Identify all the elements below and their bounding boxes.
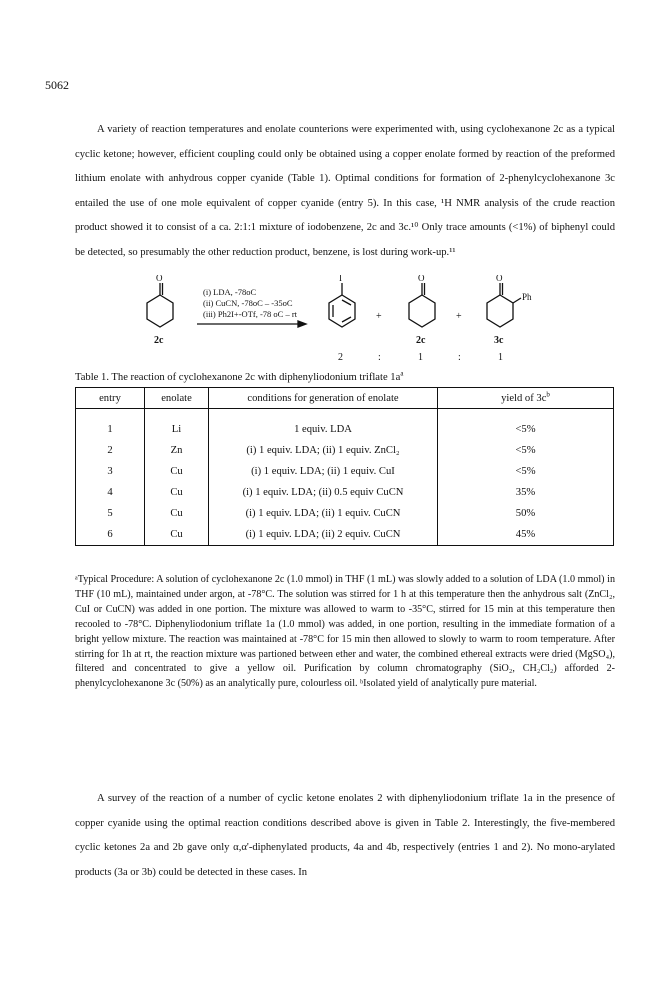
page-number: 5062: [45, 78, 69, 92]
ratio-separator: :: [378, 352, 381, 363]
cell-yield: 45%: [438, 524, 614, 546]
cell-conditions: (i) 1 equiv. LDA; (ii) 1 equiv. CuCN: [209, 503, 438, 524]
phenylcyclohexanone-structure: [487, 283, 521, 327]
plus-sign: +: [456, 311, 462, 322]
compound-label-3c: 3c: [494, 335, 504, 346]
cell-enolate: Cu: [145, 482, 209, 503]
oxygen-label: O: [496, 275, 503, 283]
cell-conditions: (i) 1 equiv. LDA; (ii) 1 equiv. CuI: [209, 461, 438, 482]
table-row: [76, 482, 614, 503]
cell-entry: 3: [76, 461, 145, 482]
cell-entry: 1: [76, 409, 145, 441]
condition-3: (iii) Ph2I+-OTf, -78 oC – rt: [203, 309, 298, 319]
header-conditions: conditions for generation of enolate: [209, 388, 438, 409]
cell-yield: <5%: [438, 440, 614, 461]
cell-conditions: 1 equiv. LDA: [209, 409, 438, 441]
cell-entry: 5: [76, 503, 145, 524]
compound-label-start: 2c: [154, 335, 164, 346]
ratio-value: 1: [498, 352, 503, 363]
cell-enolate: Cu: [145, 503, 209, 524]
paragraph-1-text: A variety of reaction temperatures and enolate counterions were experimented with, using cyclohexanone 2c as a typical cyclic ketone; however, efficient coupling could only be obtained using a copper enolate formed by reaction of the preformed lithium enolate with anhydrous copper cyanide (Table 1). Optimal conditions for formation of 2-phenylcyclohexanone 3c entailed the use of one mole equivalent of copper cyanide (entry 5). In this case, ¹H NMR analysis of the crude reaction product showed it to consist of a ca. 2:1:1 mixture of iodobenzene, 2c and 3c.¹⁰ Only trace amounts (<1%) of biphenyl could be detected, so presumably the other reduction product, benzene, is lost during work-up.¹¹: [75, 124, 615, 258]
cell-yield: <5%: [438, 461, 614, 482]
cell-yield: <5%: [438, 409, 614, 441]
cell-entry: 6: [76, 524, 145, 546]
results-table: [75, 387, 614, 546]
cyclohexanone-structure-product: [409, 283, 435, 327]
table-row: [76, 440, 614, 461]
cell-enolate: Zn: [145, 440, 209, 461]
cell-conditions: (i) 1 equiv. LDA; (ii) 1 equiv. ZnCl₂: [209, 440, 438, 461]
header-enolate: enolate: [145, 388, 209, 409]
paragraph-1: [75, 118, 615, 265]
table-row: [76, 503, 614, 524]
paragraph-2: [75, 787, 615, 885]
iodobenzene-structure: [329, 283, 355, 327]
table-header-row: [76, 388, 614, 409]
table-row: [76, 409, 614, 441]
phenyl-label: Ph: [522, 292, 532, 302]
compound-label-2c: 2c: [416, 335, 426, 346]
condition-2: (ii) CuCN, -78oC – -35oC: [203, 298, 293, 308]
table-caption-text: Table 1. The reaction of cyclohexanone 2c with diphenyliodonium triflate 1a: [75, 372, 401, 383]
cell-yield: 35%: [438, 482, 614, 503]
table-caption: [75, 369, 404, 383]
cyclohexanone-structure-start: [147, 283, 173, 327]
cell-entry: 4: [76, 482, 145, 503]
ratio-value: 1: [418, 352, 423, 363]
cell-conditions: (i) 1 equiv. LDA; (ii) 0.5 equiv CuCN: [209, 482, 438, 503]
cell-entry: 2: [76, 440, 145, 461]
header-entry: entry: [76, 388, 145, 409]
plus-sign: +: [376, 311, 382, 322]
ratio-separator: :: [458, 352, 461, 363]
table-row: [76, 524, 614, 546]
paragraph-2-text: A survey of the reaction of a number of cyclic ketone enolates 2 with diphenyliodonium triflate 1a in the presence of copper cyanide using the optimal reaction conditions described above is given in Table 2. Interestingly, the five-membered cyclic ketones 2a and 2b gave only α,α'-diphenylated products, 4a and 4b, respectively (entries 1 and 2). No mono-arylated products (3a or 3b) could be detected in these cases. In: [75, 793, 615, 878]
cell-enolate: Cu: [145, 461, 209, 482]
ratio-value: 2: [338, 352, 343, 363]
header-yield: yield of $3c^b$: [438, 388, 614, 409]
cell-enolate: Li: [145, 409, 209, 441]
table-caption-sup: a: [400, 369, 404, 378]
table-footnote: ᵃTypical Procedure: A solution of cyclohexanone 2c (1.0 mmol) in THF (1 mL) was slowly added to a solution of LDA (1.0 mmol) in THF (10 mL), maintained under argon, at -78°C. The solution was stirred for 1 h at this temperature then the anhydrous salt (ZnCl₂, CuI or CuCN) was added in one portion. The mixture was allowed to warm to -35°C, stirred for 15 min at this temperature then recooled to -78°C. Diphenyliodonium triflate 1a (1.0 mmol) was added, in one portion, resulting in the immediate formation of a bright yellow mixture. The reaction was maintained at -78°C for 15 min then allowed to slowly to warm to room temperature. After stirring for 1h at rt, the reaction mixture was partioned between ether and water, the combined ethereal extracts were dried (MgSO₄), filtered and concentrated to give a yellow oil. Purification by column chromatography (SiO₂, CH₂Cl₂) afforded 2-phenylcyclohexanone 3c (50%) as an analytically pure, colourless oil. ᵇIsolated yield of analytically pure material.: [75, 574, 615, 690]
reaction-scheme: [120, 275, 560, 370]
condition-1: (i) LDA, -78oC: [203, 287, 257, 297]
table-row: [76, 461, 614, 482]
cell-conditions: (i) 1 equiv. LDA; (ii) 2 equiv. CuCN: [209, 524, 438, 546]
oxygen-label: O: [418, 275, 425, 283]
oxygen-label: O: [156, 275, 163, 283]
cell-enolate: Cu: [145, 524, 209, 546]
cell-yield: 50%: [438, 503, 614, 524]
iodo-label: I: [339, 275, 342, 283]
